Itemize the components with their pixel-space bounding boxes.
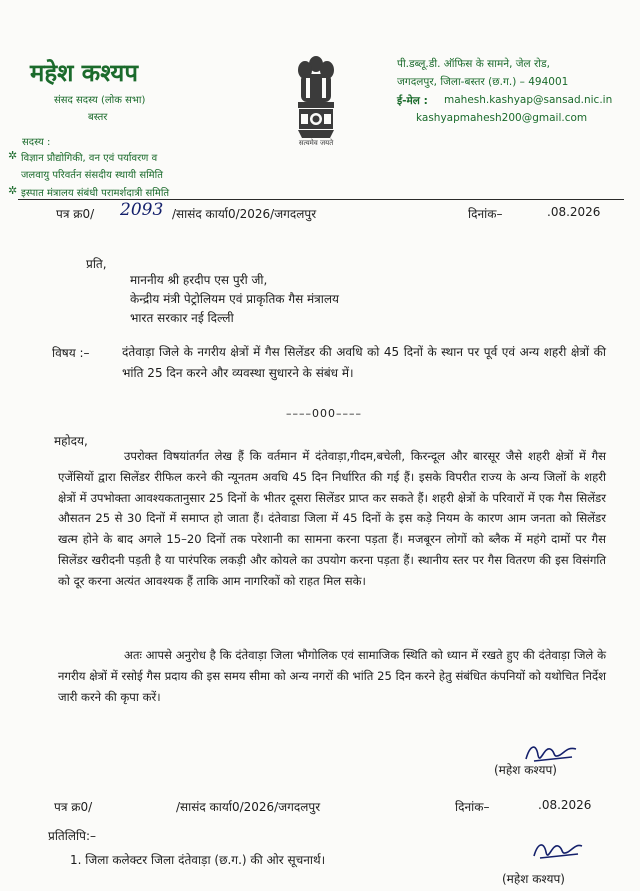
ref2-date-value: .08.2026 bbox=[538, 798, 592, 812]
email-primary: mahesh.kashyap@sansad.nic.in bbox=[444, 94, 613, 106]
committee-1-line2: जलवायु परिवर्तन संसदीय स्थायी समिति bbox=[21, 170, 163, 181]
subject-text: दंतेवाड़ा जिले के नगरीय क्षेत्रों में गैस सिलेंडर की अवधि को 45 दिनों के स्थान पर पूर्व एवं अन्य शहरी क्षेत्रों की भांति 25 दिन करने और व्यवस्था सुधारने के संबंध में। bbox=[122, 345, 606, 380]
copy-signatory-name: (महेश कश्यप) bbox=[502, 872, 565, 886]
asterisk-icon: ✲ bbox=[8, 149, 18, 162]
mp-name: महेश कश्यप bbox=[30, 59, 138, 87]
addressee-line2: केन्द्रीय मंत्री पेट्रोलियम एवं प्राकृतिक गैस मंत्रालय bbox=[130, 292, 340, 306]
signature-scribble-icon bbox=[530, 836, 586, 864]
committee-2: इस्पात मंत्रालय संबंधी परामर्शदात्री समिति bbox=[21, 188, 170, 199]
addressee-line3: भारत सरकार नई दिल्ली bbox=[130, 311, 234, 325]
body-paragraph-2: अतः आपसे अनुरोध है कि दंतेवाड़ा जिला भौगोलिक एवं सामाजिक स्थिति को ध्यान में रखते हुए की दंतेवाड़ा जिले के नगरीय क्षेत्रों में रसोई गैस प्रदाय की इस समय सीमा को अन्य नगरों की भांति 25 दिन करने हेतु संबंधित कंपनियों को यथोचित निर्देश जारी करने की कृपा करें। bbox=[58, 648, 606, 704]
date-value: .08.2026 bbox=[547, 205, 601, 219]
ref2-suffix: /सासंद कार्या0/2026/जगदलपुर bbox=[176, 800, 321, 814]
to-label: प्रति, bbox=[86, 257, 107, 271]
ref-prefix: पत्र क्र0/ bbox=[56, 207, 95, 221]
committee-1-line1: विज्ञान प्रौद्योगिकी, वन एवं पर्यावरण व bbox=[21, 153, 158, 164]
emblem-motto: सत्यमेव जयते bbox=[298, 139, 334, 147]
ref2-date-label: दिनांक– bbox=[455, 800, 490, 814]
subject-label: विषय :– bbox=[52, 346, 90, 360]
ref-suffix: /सासंद कार्या0/2026/जगदलपुर bbox=[172, 207, 317, 221]
addressee-line1: माननीय श्री हरदीप एस पुरी जी, bbox=[130, 273, 268, 287]
body-paragraph-1: उपरोक्त विषयांतर्गत लेख हैं कि वर्तमान में दंतेवाड़ा,गीदम,बचेली, किरन्दूल और बारसूर जैसे शहरी क्षेत्रों में गैस एजेंसियों द्वारा सिलेंडर रीफिल करने की न्यूनतम अवधि 45 दिन निर्धारित की गई हैं। इसके विपरीत राज्य के अन्य जिलों के शहरी क्षेत्रों में उपभोक्ता आवश्यकतानुसार 25 दिनों के भीतर दूसरा सिलेंडर प्राप्त कर सकते हैं। शहरी क्षेत्रों के परिवारों में एक गैस सिलेंडर औसतन 25 से 30 दिनों में समाप्त हो जाता हैं। दंतेवाडा जिला में 45 दिनों के इस कड़े नियम के कारण आम जनता को सिलेंडर खत्म होने के बाद अगले 15–20 दिनों तक परेशानी का सामना करना पड़ता हैं। मजबूरन लोगों को ब्लैक में महंगे दामों पर गैस सिलेंडर खरीदनी पड़ती है या पारंपरिक लकड़ी और कोयले का उपयोग करना पड़ता हैं। स्थानीय स्तर पर गैस वितरण की इस विसंगति को दूर करना अत्यंत आवश्यक हैं ताकि आम नागरिकों को राहत मिल सके। bbox=[58, 449, 606, 588]
email-secondary: kashyapmahesh200@gmail.com bbox=[416, 112, 588, 124]
asterisk-icon: ✲ bbox=[8, 184, 18, 197]
national-emblem-icon bbox=[292, 52, 340, 152]
address-line1: पी.डब्लू.डी. ऑफिस के सामने, जेल रोड, bbox=[397, 58, 550, 70]
letterhead-divider bbox=[18, 199, 624, 200]
date-label: दिनांक– bbox=[468, 207, 503, 221]
email-label: ई-मेल : bbox=[397, 95, 428, 107]
ref2-prefix: पत्र क्र0/ bbox=[54, 800, 93, 814]
members-label: सदस्य : bbox=[22, 137, 51, 148]
signatory-name: (महेश कश्यप) bbox=[494, 763, 557, 777]
copy-label: प्रतिलिपि:– bbox=[48, 829, 96, 843]
mp-constituency: बस्तर bbox=[88, 112, 108, 123]
handwritten-ref-number: 2093 bbox=[120, 200, 164, 220]
copy-item-1: 1. जिला कलेक्टर जिला दंतेवाड़ा (छ.ग.) की ओर सूचनार्थ। bbox=[70, 853, 326, 867]
address-line2: जगदलपुर, जिला-बस्तर (छ.ग.) – 494001 bbox=[397, 76, 569, 88]
salutation: महोदय, bbox=[54, 434, 88, 448]
subject-divider: ––––000–––– bbox=[286, 407, 362, 420]
mp-designation: संसद सदस्य (लोक सभा) bbox=[54, 95, 146, 106]
